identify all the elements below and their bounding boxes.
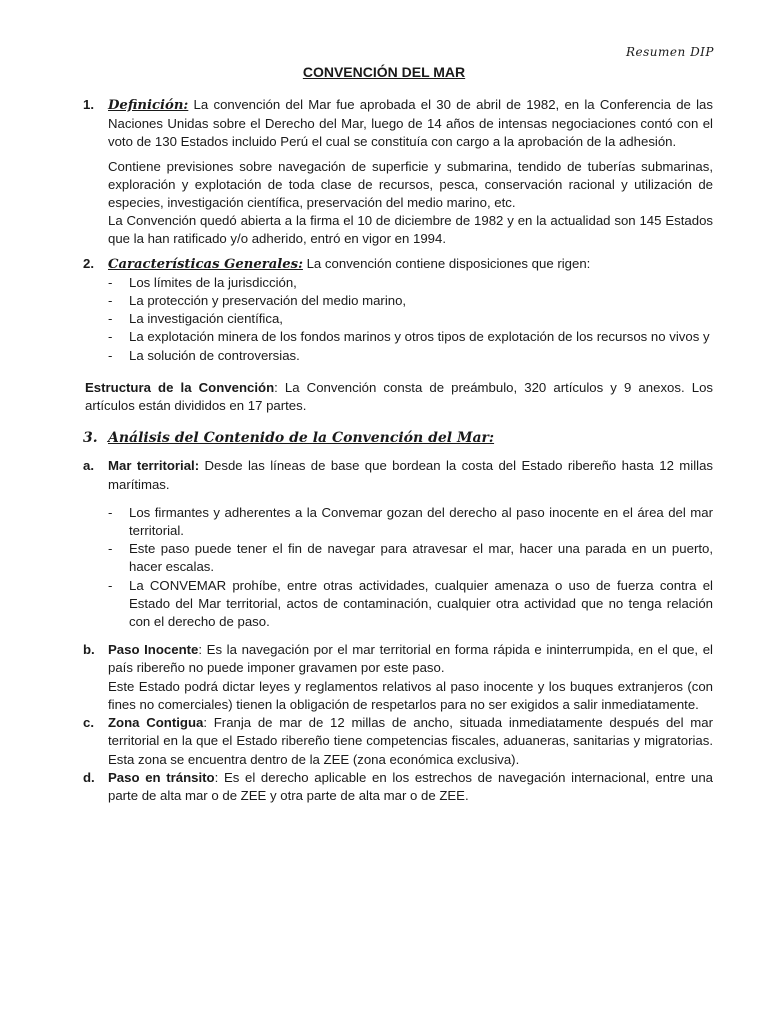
item-letter: a. — [83, 458, 94, 474]
caracteristicas-list — [85, 274, 713, 365]
list-item: - La investigación científica, — [108, 310, 713, 328]
list-item: - La solución de controversias. — [108, 347, 713, 365]
estructura-label: Estructura de la Convención — [85, 379, 275, 395]
paragraph-text: : La Convención consta de preámbulo, 320 artículos y 9 anexos. Los artículos están divididos en 17 partes. — [85, 379, 713, 414]
section-heading: Análisis del Contenido de la Convención del Mar: — [108, 430, 495, 447]
list-item: - Los límites de la jurisdicción, — [108, 274, 713, 292]
mar-territorial-list — [85, 504, 713, 631]
mar-territorial-paragraph — [108, 457, 713, 493]
item-letter: b. — [83, 642, 95, 658]
paragraph-text: : Es la navegación por el mar territorial en forma rápida e ininterrumpida, en el que, el país ribereño no puede imponer gravamen por este paso. — [108, 642, 713, 676]
section-number: 3. — [83, 430, 98, 447]
item-paso-transito — [85, 769, 713, 805]
paragraph-text: La convención del Mar fue aprobada el 30 de abril de 1982, en la Conferencia de las Naciones Unidas sobre el Derecho del Mar, luego de 14 años de intensas negociaciones contó con el voto de 130 Estados incluido Perú el cual se constituía con cargo a la aprobación de la adhesión. — [108, 97, 713, 150]
zona-contigua-paragraph — [108, 714, 713, 769]
item-zona-contigua — [85, 714, 713, 769]
item-letter: d. — [83, 769, 95, 785]
section-caracteristicas — [85, 255, 713, 365]
previsiones-paragraph: Contiene previsiones sobre navegación de superficie y submarina, tendido de tuberías submarinas, exploración y explotación de toda clase de recursos, pesca, conservación racional y utilización de especies, investigación científica, preservación del medio marino, etc. — [108, 158, 713, 211]
list-item: - La protección y preservación del medio marino, — [108, 292, 713, 310]
paso-transito-paragraph — [108, 769, 713, 805]
header-note: Resumen DIP — [626, 45, 714, 59]
paragraph-text: La convención contiene disposiciones que rigen: — [302, 255, 591, 271]
section-number: 1. — [83, 97, 94, 112]
section-number: 2. — [83, 255, 94, 271]
paragraph-text: : Franja de mar de 12 millas de ancho, situada inmediatamente después del mar territorial en la que el Estado ribereño tiene competencias fiscales, aduaneras, sanitarias y migratorias. Esta zona se encuentra dentro de la ZEE (zona económica exclusiva). — [108, 715, 713, 767]
list-item: - Los firmantes y adherentes a la Convemar gozan del derecho al paso inocente en el área del mar territorial. — [108, 504, 713, 540]
section-definicion — [85, 96, 713, 249]
paragraph-text: Desde las líneas de base que bordean la costa del Estado ribereño hasta 12 millas marítimas. — [108, 458, 714, 492]
item-mar-territorial — [85, 457, 713, 631]
item-label: Zona Contigua — [108, 715, 204, 731]
item-letter: c. — [83, 715, 94, 731]
section-analisis — [85, 429, 713, 447]
item-label: Mar territorial: — [108, 458, 200, 474]
list-item: - La explotación minera de los fondos marinos y otros tipos de explotación de los recursos no vivos y — [108, 328, 713, 346]
list-item: - Este paso puede tener el fin de navegar para atravesar el mar, hacer una parada en un puerto, hacer escalas. — [108, 540, 713, 576]
document-body — [85, 96, 713, 805]
paso-inocente-paragraph — [108, 641, 713, 677]
estructura-paragraph — [85, 379, 713, 415]
paso-inocente-paragraph-2: Este Estado podrá dictar leyes y reglamentos relativos al paso inocente y los buques extranjeros (con fines no comerciales) tienen la obligación de respetarlos para no ser exigidos a salir inmediatamente. — [108, 678, 713, 712]
item-label: Paso Inocente — [108, 642, 199, 658]
page-title: CONVENCIÓN DEL MAR — [302, 64, 466, 80]
definicion-paragraph — [108, 96, 713, 152]
item-label: Paso en tránsito — [108, 769, 215, 785]
list-item: - La CONVEMAR prohíbe, entre otras actividades, cualquier amenaza o uso de fuerza contra el Estado del Mar territorial, actos de contaminación, cualquier otra actividad que no tenga relación con el derecho de paso. — [108, 577, 713, 632]
caracteristicas-intro — [108, 255, 713, 274]
paragraph-text: : Es el derecho aplicable en los estrechos de navegación internacional, entre una parte de alta mar o de ZEE y otra parte de alta mar o de ZEE. — [108, 769, 713, 803]
section-heading: Definición: — [108, 98, 189, 113]
firma-paragraph: La Convención quedó abierta a la firma el 10 de diciembre de 1982 y en la actualidad son 145 Estados que la han ratificado y/o adherido, entró en vigor en 1994. — [108, 213, 713, 247]
item-paso-inocente — [85, 641, 713, 714]
section-heading: Características Generales: — [108, 256, 303, 272]
